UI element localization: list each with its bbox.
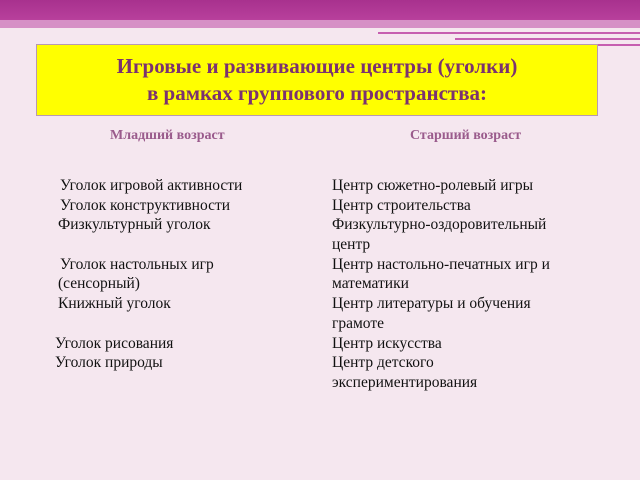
- list-item: Центр детского: [332, 354, 434, 371]
- top-decor-stripe: [0, 20, 640, 28]
- slide-title-line-2: в рамках группового пространства:: [146, 81, 488, 105]
- list-item: Центр строительства: [332, 197, 471, 214]
- list-item: экспериментирования: [332, 374, 478, 391]
- list-item: Уголок природы: [55, 354, 163, 371]
- list-item: центр: [332, 236, 371, 253]
- list-item: Физкультурно-оздоровительный: [332, 216, 547, 233]
- list-item: Центр литературы и обучения: [332, 295, 531, 312]
- junior-age-heading: Младший возраст: [110, 128, 225, 143]
- slide-title-line-1: Игровые и развивающие центры (уголки): [116, 54, 518, 78]
- list-item: Уголок рисования: [55, 335, 174, 352]
- slide-title-box: [36, 44, 598, 116]
- decor-line: [378, 32, 640, 34]
- list-item: Центр сюжетно-ролевый игры: [332, 177, 534, 194]
- list-item: Уголок настольных игр: [60, 256, 214, 273]
- list-item: (сенсорный): [58, 275, 140, 292]
- list-item: Книжный уголок: [58, 295, 171, 312]
- decor-line: [455, 38, 640, 40]
- list-item: Центр искусства: [332, 335, 442, 352]
- top-decor-band: [0, 0, 640, 20]
- list-item: Центр настольно-печатных игр и: [332, 256, 550, 273]
- list-item: Уголок конструктивности: [60, 197, 231, 214]
- senior-age-heading: Старший возраст: [410, 128, 522, 143]
- list-item: грамоте: [332, 315, 384, 332]
- list-item: математики: [332, 275, 409, 292]
- list-item: Уголок игровой активности: [60, 177, 243, 194]
- list-item: Физкультурный уголок: [58, 216, 211, 233]
